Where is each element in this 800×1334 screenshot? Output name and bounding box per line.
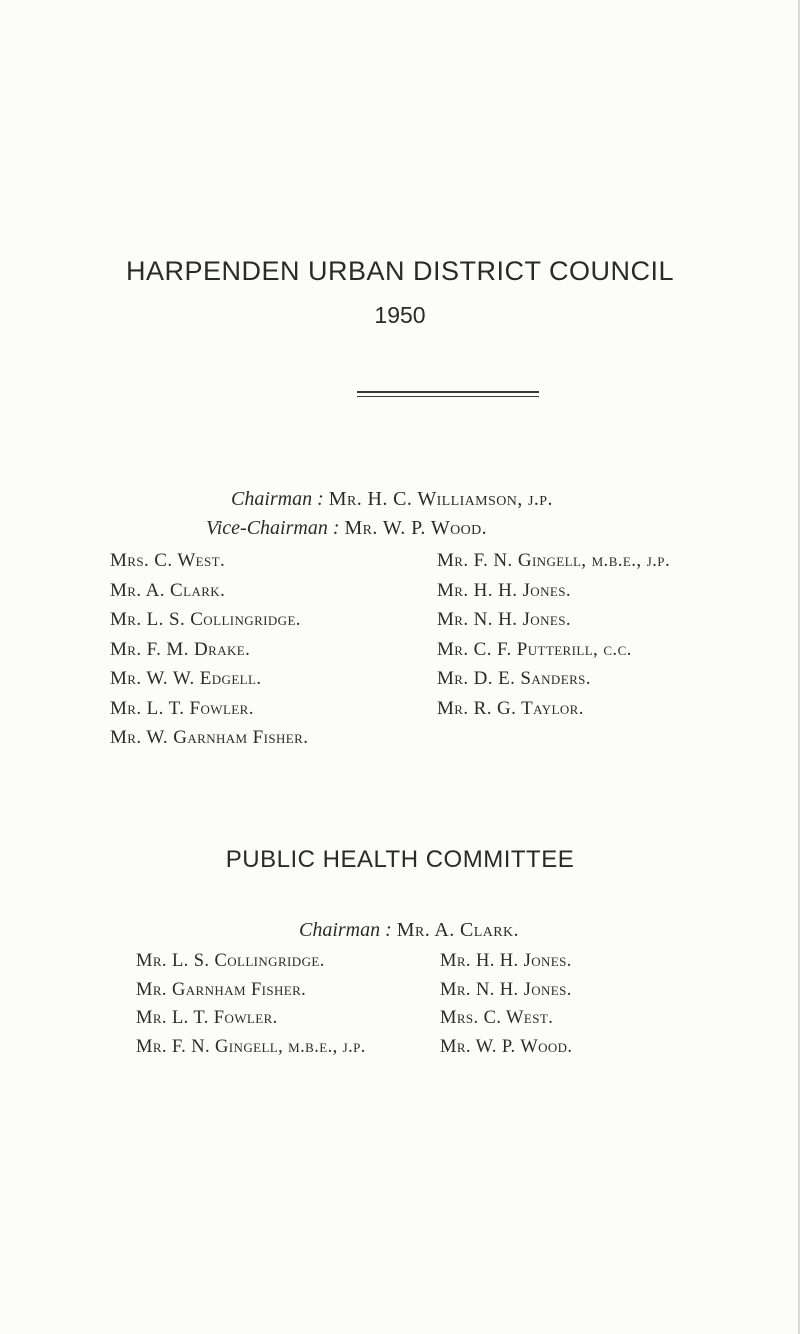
committee-members-left <box>136 947 366 1061</box>
member-name: Mrs. C. West. <box>110 550 226 571</box>
member-name: Mr. L. S. Collingridge. <box>110 609 301 630</box>
member-name: Mr. D. E. Sanders. <box>437 668 591 689</box>
member-name: Mr. W. W. Edgell. <box>110 668 262 689</box>
committee-title: PUBLIC HEALTH COMMITTEE <box>225 846 575 873</box>
member-name: Mr. A. Clark. <box>110 579 226 601</box>
year: 1950 <box>374 302 426 328</box>
member-name: Mr. L. S. Collingridge. <box>136 951 325 971</box>
member-name: Mr. R. G. Taylor. <box>437 697 584 719</box>
member-name: Mr. F. N. Gingell, m.b.e., j.p. <box>136 1036 366 1057</box>
committee-chairman-label: Chairman : <box>299 919 392 941</box>
member-name: Mr. Garnham Fisher. <box>136 979 307 1000</box>
committee-chairman-line <box>299 919 519 942</box>
member-name: Mr. H. H. Jones. <box>437 579 571 601</box>
vice-chairman-name: Mr. W. P. Wood. <box>344 517 488 539</box>
member-name: Mr. L. T. Fowler. <box>136 1008 278 1028</box>
chairman-label: Chairman : <box>231 488 324 510</box>
member-name: Mr. F. M. Drake. <box>110 638 251 660</box>
member-name: Mr. F. N. Gingell, m.b.e., j.p. <box>437 550 671 571</box>
chairman-name: Mr. H. C. Williamson, j.p. <box>328 488 553 510</box>
double-rule-top <box>357 391 539 393</box>
committee-chairman-name: Mr. A. Clark. <box>396 919 519 941</box>
vice-chairman-label: Vice-Chairman : <box>206 517 340 539</box>
council-members-left <box>110 546 308 753</box>
council-chairman-line <box>231 488 553 511</box>
member-name: Mr. W. P. Wood. <box>440 1036 573 1057</box>
member-name: Mr. N. H. Jones. <box>440 979 572 1000</box>
member-name: Mr. W. Garnham Fisher. <box>110 727 309 748</box>
committee-members-right <box>440 947 572 1061</box>
double-rule-bottom <box>357 396 539 397</box>
member-name: Mr. H. H. Jones. <box>440 951 572 971</box>
member-name: Mrs. C. West. <box>440 1008 554 1028</box>
council-vice-chairman-line <box>206 517 487 540</box>
member-name: Mr. C. F. Putterill, c.c. <box>437 638 632 660</box>
council-members-right <box>437 546 670 723</box>
member-name: Mr. L. T. Fowler. <box>110 697 254 719</box>
council-title: HARPENDEN URBAN DISTRICT COUNCIL <box>125 256 675 286</box>
member-name: Mr. N. H. Jones. <box>437 609 571 630</box>
